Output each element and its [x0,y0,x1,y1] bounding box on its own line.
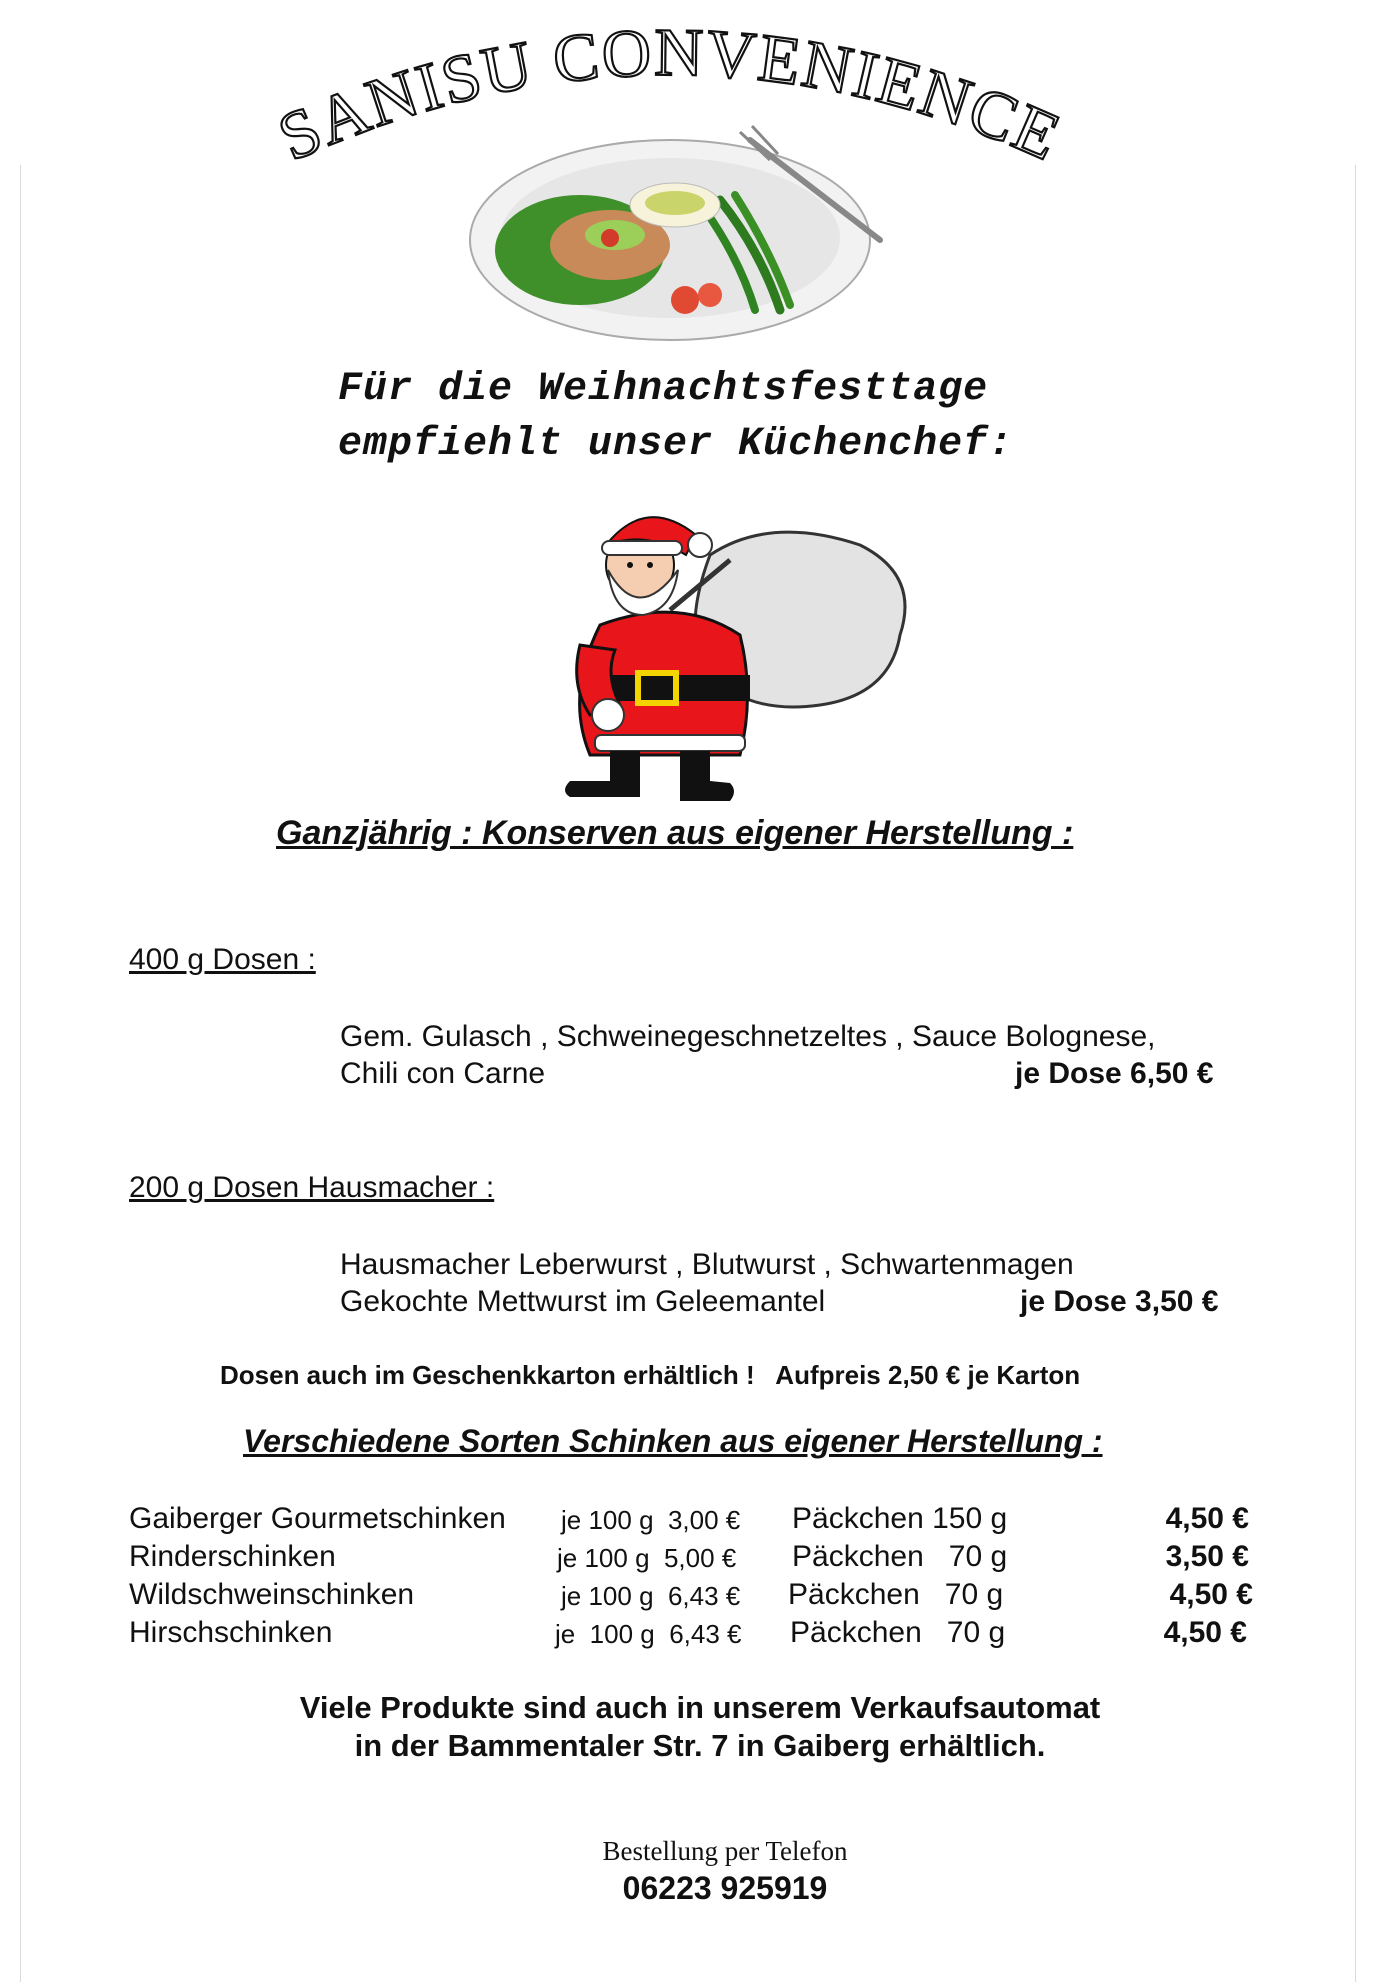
gift-box-note: Dosen auch im Geschenkkarton erhältlich ! Aufpreis 2,50 € je Karton [220,1360,1081,1390]
ham-price: 4,50 € [1165,1502,1249,1535]
cans-400g-label: 400 g Dosen : [129,943,316,976]
ham-name: Hirschschinken [129,1616,333,1649]
ham-price: 4,50 € [1163,1616,1247,1649]
vending-line-2: in der Bammentaler Str. 7 in Gaiberg erhältlich. [354,1728,1046,1763]
cans-200g-price: je Dose 3,50 € [1020,1285,1219,1318]
table-row [129,1578,1253,1616]
table-row [129,1616,1249,1654]
table-row [129,1502,1249,1540]
ham-per-100g: je 100 g 6,43 € [555,1619,742,1649]
cans-200g-line-1: Hausmacher Leberwurst , Blutwurst , Schwartenmagen [340,1248,1074,1281]
ham-per-100g: je 100 g 6,43 € [561,1581,741,1611]
santa-claus-icon [540,515,920,805]
page-border-left [20,165,21,1982]
ham-price: 3,50 € [1165,1540,1249,1573]
ham-per-100g: je 100 g 5,00 € [557,1543,737,1573]
cans-200g-line-2: Gekochte Mettwurst im Geleemantel [340,1285,826,1318]
cans-400g-line-1: Gem. Gulasch , Schweinegeschnetzeltes , Sauce Bolognese, [340,1020,1156,1053]
vending-line-1: Viele Produkte sind auch in unserem Verkaufsautomat [299,1690,1101,1725]
hams-table [129,1502,1253,1654]
cans-400g-line-2: Chili con Carne [340,1057,546,1090]
ham-pack: Päckchen 70 g [792,1540,1008,1573]
ham-price: 4,50 € [1169,1578,1253,1611]
order-label: Bestellung per Telefon [602,1836,848,1866]
ham-per-100g: je 100 g 3,00 € [561,1505,741,1535]
food-plate-icon [460,120,920,350]
ham-pack: Päckchen 70 g [788,1578,1004,1611]
ham-name: Rinderschinken [129,1540,336,1573]
vending-machine-note [200,1689,1200,1765]
chef-line-1: Für die Weihnachtsfesttage [338,367,989,412]
hams-title: Verschiedene Sorten Schinken aus eigener Herstellung : [243,1423,1103,1459]
chef-recommendation [338,362,1098,472]
table-row [129,1540,1249,1578]
conserves-title: Ganzjährig : Konserven aus eigener Herstellung : [276,814,1074,852]
ham-pack: Päckchen 70 g [790,1616,1006,1649]
ham-pack: Päckchen 150 g [792,1502,1008,1535]
cans-400g-price: je Dose 6,50 € [1015,1057,1214,1090]
ham-name: Gaiberger Gourmetschinken [129,1502,506,1535]
ham-name: Wildschweinschinken [129,1578,415,1611]
chef-line-2: empfiehlt unser Küchenchef: [338,422,1014,467]
page-border-right [1355,165,1356,1982]
order-phone[interactable]: 06223 925919 [622,1870,828,1906]
cans-200g-label: 200 g Dosen Hausmacher : [129,1171,495,1204]
brand-title: SANISU CONVENIENCE [267,25,1073,176]
